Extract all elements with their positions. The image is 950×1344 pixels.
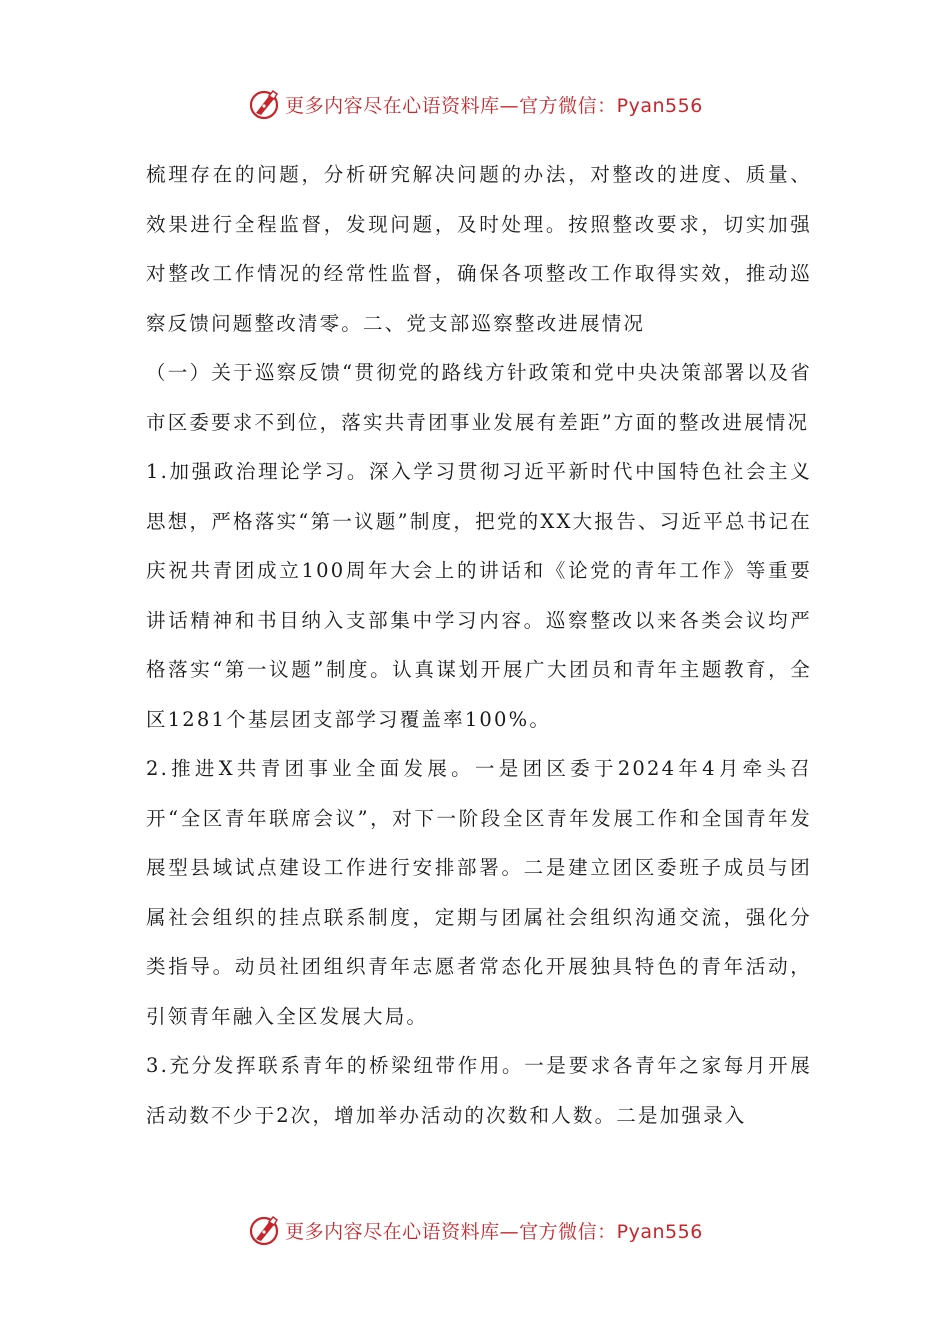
paragraph-section-heading: （一）关于巡察反馈“贯彻党的路线方针政策和党中央决策部署以及省市区委要求不到位，落实共青团事业发展有差距”方面的整改进展情况 (146, 361, 812, 434)
watermark-bottom (0, 1210, 950, 1250)
watermark-top (0, 84, 950, 124)
paragraph-item-1: 1.加强政治理论学习。深入学习贯彻习近平新时代中国特色社会主义思想，严格落实“第一议题”制度，把党的XX大报告、习近平总书记在庆祝共青团成立100周年大会上的讲话和《论党的青年工作》等重要讲话精神和书目纳入支部集中学习内容。巡察整改以来各类会议均严格落实“第一议题”制度。认真谋划开展广大团员和青年主题教育，全区1281个基层团支部学习覆盖率100%。 (146, 460, 812, 731)
paragraph-item-3: 3.充分发挥联系青年的桥梁纽带作用。一是要求各青年之家每月开展活动数不少于2次，增加举办活动的次数和人数。二是加强录入 (146, 1054, 812, 1127)
paragraph-item-2: 2.推进X共青团事业全面发展。一是团区委于2024年4月牵头召开“全区青年联席会议”，对下一阶段全区青年发展工作和全国青年发展型县域试点建设工作进行安排部署。二是建立团区委班子成员与团属社会组织的挂点联系制度，定期与团属社会组织沟通交流，强化分类指导。动员社团组织青年志愿者常态化开展独具特色的青年活动，引领青年融入全区发展大局。 (146, 757, 812, 1028)
pen-nib-circle-icon (247, 1213, 281, 1247)
document-body (146, 150, 812, 1140)
watermark-text: 更多内容尽在心语资料库—官方微信：Pyan556 (285, 1220, 703, 1243)
paragraph-continuation: 梳理存在的问题，分析研究解决问题的办法，对整改的进度、质量、效果进行全程监督，发现问题，及时处理。按照整改要求，切实加强对整改工作情况的经常性监督，确保各项整改工作取得实效，推动巡察反馈问题整改清零。二、党支部巡察整改进展情况 (146, 163, 812, 335)
pen-nib-circle-icon (247, 87, 281, 121)
watermark-text: 更多内容尽在心语资料库—官方微信：Pyan556 (285, 94, 703, 117)
